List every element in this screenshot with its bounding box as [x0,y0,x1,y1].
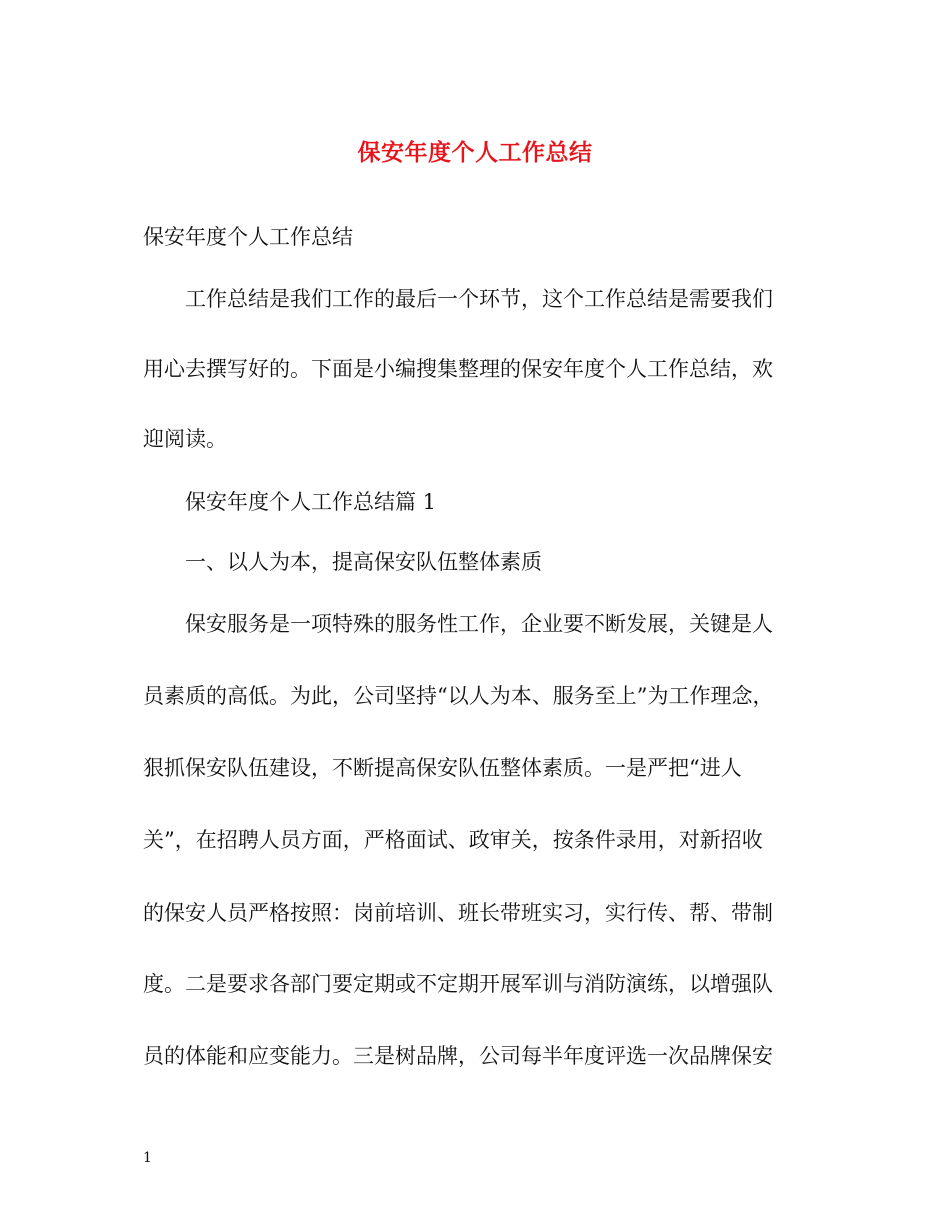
paragraph-line: 用心去撰写好的。下面是小编搜集整理的保安年度个人工作总结，欢 [143,357,773,381]
paragraph-line: 狠抓保安队伍建设，不断提高保安队伍整体素质。一是严把“进人 [143,756,742,780]
paragraph-line: 迎阅读。 [143,427,227,451]
paragraph-line: 关”，在招聘人员方面，严格面试、政审关，按条件录用，对新招收 [143,828,763,852]
paragraph-line: 的保安人员严格按照：岗前培训、班长带班实习，实行传、帮、带制 [143,901,773,925]
paragraph-line: 员的体能和应变能力。三是树品牌，公司每半年度评选一次品牌保安 [143,1044,773,1068]
section-heading: 保安年度个人工作总结篇 1 [185,490,437,514]
paragraph-line: 保安服务是一项特殊的服务性工作，企业要不断发展，关键是人 [185,612,773,636]
document-title: 保安年度个人工作总结 [357,139,593,166]
section-subheading: 一、以人为本，提高保安队伍整体素质 [185,550,542,574]
subtitle-line: 保安年度个人工作总结 [143,225,353,249]
paragraph-line: 员素质的高低。为此，公司坚持“以人为本、服务至上”为工作理念， [143,684,774,708]
paragraph-line: 度。二是要求各部门要定期或不定期开展军训与消防演练，以增强队 [143,972,773,996]
paragraph-line: 工作总结是我们工作的最后一个环节，这个工作总结是需要我们 [185,287,773,311]
page-number: 1 [143,1150,152,1166]
